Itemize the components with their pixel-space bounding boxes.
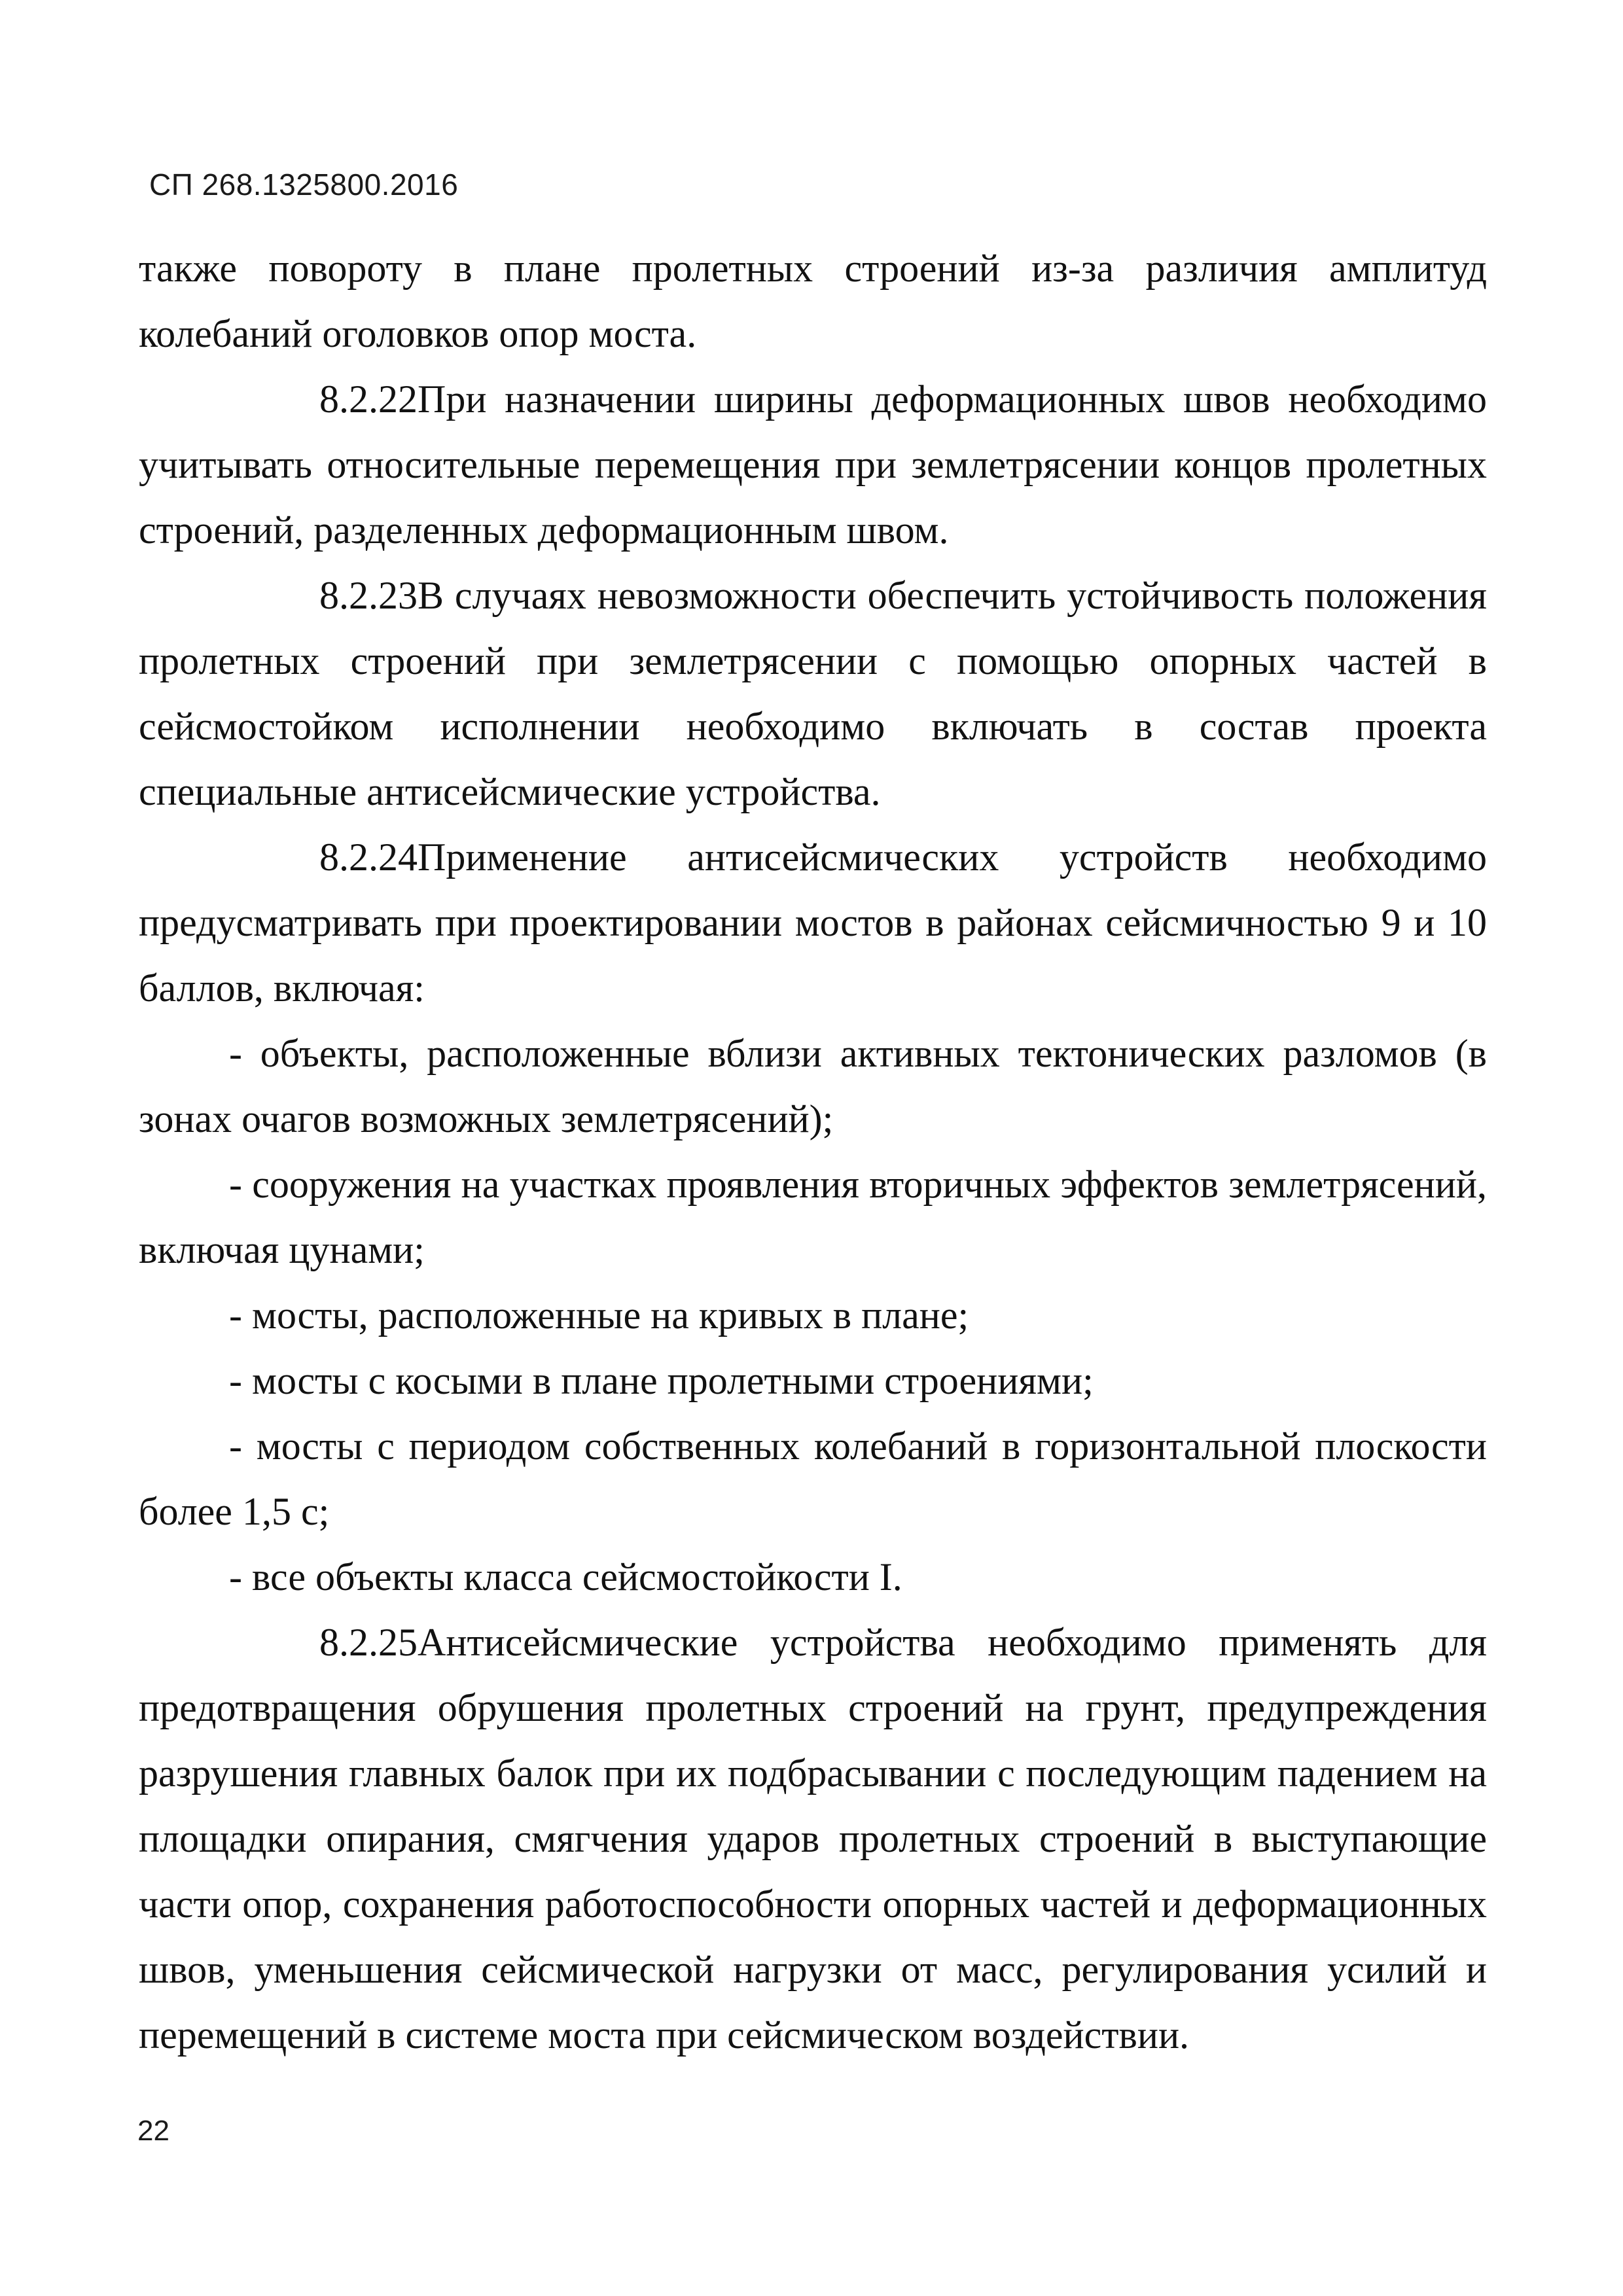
clause-8-2-23 <box>139 563 1487 824</box>
clause-number: 8.2.22 <box>319 378 418 421</box>
list-item: - объекты, расположенные вблизи активных тектонических разломов (в зонах очагов возможных землетрясений); <box>139 1032 1487 1140</box>
clause-text: Применение антисейсмических устройств необходимо предусматривать при проектировании мостов в районах сейсмичностью 9 и 10 баллов, включая: <box>139 836 1487 1010</box>
clause-number: 8.2.23 <box>319 574 418 617</box>
list-item: - мосты, расположенные на кривых в плане; <box>229 1294 969 1337</box>
clause-8-2-22 <box>139 366 1487 563</box>
list-item: - все объекты класса сейсмостойкости I. <box>229 1555 902 1598</box>
list-item: - мосты с периодом собственных колебаний в горизонтальной плоскости более 1,5 с; <box>139 1424 1487 1533</box>
clause-8-2-25 <box>139 1610 1487 2068</box>
page-number: 22 <box>137 2115 169 2147</box>
document-body <box>139 236 1487 2068</box>
clause-text: Антисейсмические устройства необходимо применять для предотвращения обрушения пролетных строений на грунт, предупреждения разрушения главных балок при их подбрасывании с последующим падением на площадки опирания, смягчения ударов пролетных строений в выступающие части опор, сохранения работоспособности опорных частей и деформационных швов, уменьшения сейсмической нагрузки от масс, регулирования усилий и перемещений в системе моста при сейсмическом воздействии. <box>139 1621 1487 2057</box>
list-item: - мосты с косыми в плане пролетными строениями; <box>229 1359 1094 1402</box>
list-item: - сооружения на участках проявления вторичных эффектов землетрясений, включая цунами; <box>139 1163 1487 1271</box>
clause-text: В случаях невозможности обеспечить устойчивость положения пролетных строений при землетрясении с помощью опорных частей в сейсмостойком исполнении необходимо включать в состав проекта специальные антисейсмические устройства. <box>139 574 1487 813</box>
paragraph-continuation <box>139 236 1487 366</box>
paragraph-text: также повороту в плане пролетных строений из-за различия амплитуд колебаний оголовков опор моста. <box>139 247 1487 355</box>
clause-text: При назначении ширины деформационных швов необходимо учитывать относительные перемещения при землетрясении концов пролетных строений, разделенных деформационным швом. <box>139 378 1487 552</box>
clause-number: 8.2.25 <box>319 1621 418 1664</box>
clause-number: 8.2.24 <box>319 836 418 879</box>
clause-8-2-24 <box>139 824 1487 1021</box>
document-code-header: СП 268.1325800.2016 <box>149 168 459 202</box>
